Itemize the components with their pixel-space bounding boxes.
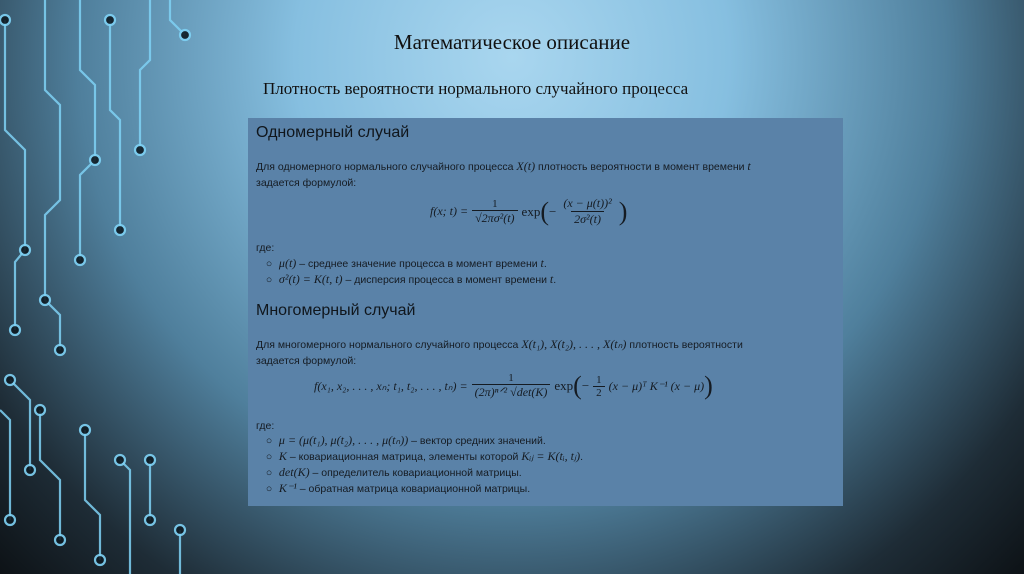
- item-math2: t: [540, 256, 544, 270]
- item-text: – среднее значение процесса в момент времени: [296, 258, 541, 270]
- process-symbols: X(t₁), X(t₂), . . . , X(tₙ): [521, 337, 627, 351]
- paren-open: (: [540, 196, 549, 226]
- intro-line2: задается формулой:: [256, 355, 357, 367]
- item-end: .: [553, 274, 557, 286]
- formula-panel: [248, 118, 843, 506]
- item-text: – дисперсия процесса в момент времени: [342, 274, 550, 286]
- one-dim-where: где:: [256, 242, 275, 254]
- paren-open: (: [573, 371, 582, 400]
- intro-text-cont: плотность вероятности в момент времени: [537, 161, 745, 173]
- multi-dim-heading: Многомерный случай: [256, 302, 416, 319]
- intro-line2: задается формулой:: [256, 177, 357, 189]
- multi-dim-list: [256, 432, 583, 496]
- half-fraction: [593, 374, 605, 399]
- item-text: – вектор средних значений.: [408, 435, 546, 447]
- multi-dim-intro: [256, 336, 831, 369]
- formula-fraction: [472, 372, 551, 400]
- list-item: [256, 464, 583, 480]
- multi-dim-formula: [314, 372, 713, 400]
- multi-dim-where: где:: [256, 420, 275, 432]
- formula-tail: (x − μ)ᵀ K⁻¹ (x − μ): [608, 378, 705, 393]
- exp-label: exp: [521, 203, 541, 219]
- inner-den: 2σ²(t): [571, 211, 604, 227]
- intro-text: Для одномерного нормального случайного процесса: [256, 161, 514, 173]
- fraction-num: 1: [492, 197, 498, 210]
- item-math: μ(t): [278, 256, 297, 270]
- intro-text: Для многомерного нормального случайного процесса: [256, 339, 519, 351]
- item-math: μ = (μ(t₁), μ(t₂), . . . , μ(tₙ)): [278, 433, 409, 447]
- fraction-den: √2πσ²(t): [472, 210, 517, 226]
- item-math2: t: [549, 272, 554, 286]
- item-end: .: [580, 451, 584, 463]
- formula-lhs: f(x₁, x₂, . . . , xₙ; t₁, t₂, . . . , tₙ) =: [314, 378, 468, 393]
- half-num: 1: [596, 373, 602, 386]
- inner-fraction: [560, 196, 614, 227]
- minus: −: [581, 378, 590, 393]
- list-item: [256, 432, 583, 448]
- minus: −: [549, 203, 557, 219]
- bullet-icon: ○: [265, 435, 273, 447]
- formula-fraction: [472, 198, 517, 226]
- bullet-icon: ○: [265, 258, 273, 270]
- formula-lhs: f(x; t) =: [430, 204, 469, 218]
- fraction-den: (2π)ⁿᐟ² √det(K): [472, 384, 551, 400]
- bullet-icon: ○: [265, 451, 273, 463]
- item-text: – обратная матрица ковариационной матрицы.: [296, 483, 531, 495]
- paren-close: ): [618, 196, 628, 226]
- item-math: σ²(t) = K(t, t): [278, 272, 343, 286]
- exp-label: exp: [554, 378, 574, 393]
- one-dim-formula: [430, 196, 627, 227]
- item-end: .: [543, 258, 547, 270]
- item-math: det(K): [278, 465, 310, 479]
- item-text: – ковариационная матрица, элементы которой: [286, 451, 522, 463]
- bullet-icon: ○: [265, 274, 273, 286]
- one-dim-list: [256, 255, 556, 287]
- item-math: K: [278, 449, 287, 463]
- time-symbol: t: [747, 159, 751, 173]
- one-dim-intro: [256, 158, 831, 191]
- list-item: [256, 271, 556, 287]
- list-item: [256, 480, 583, 496]
- intro-text-cont: плотность вероятности: [629, 339, 743, 351]
- list-item: [256, 255, 556, 271]
- one-dim-heading: Одномерный случай: [256, 124, 410, 141]
- bullet-icon: ○: [265, 483, 273, 495]
- fraction-num: 1: [508, 372, 514, 384]
- process-symbol: X(t): [516, 159, 536, 173]
- list-item: [256, 448, 583, 464]
- bullet-icon: ○: [265, 467, 273, 479]
- half-den: 2: [593, 386, 605, 399]
- item-text: – определитель ковариационной матрицы.: [309, 467, 522, 479]
- paren-close: ): [704, 371, 713, 400]
- slide-subtitle: Плотность вероятности нормального случайного процесса: [263, 79, 689, 98]
- inner-num: (x − μ(t))²: [563, 196, 612, 210]
- item-math2: Kᵢⱼ = K(tᵢ, tⱼ): [521, 449, 581, 463]
- item-math: K⁻¹: [278, 481, 297, 495]
- slide-title: Математическое описание: [393, 30, 631, 54]
